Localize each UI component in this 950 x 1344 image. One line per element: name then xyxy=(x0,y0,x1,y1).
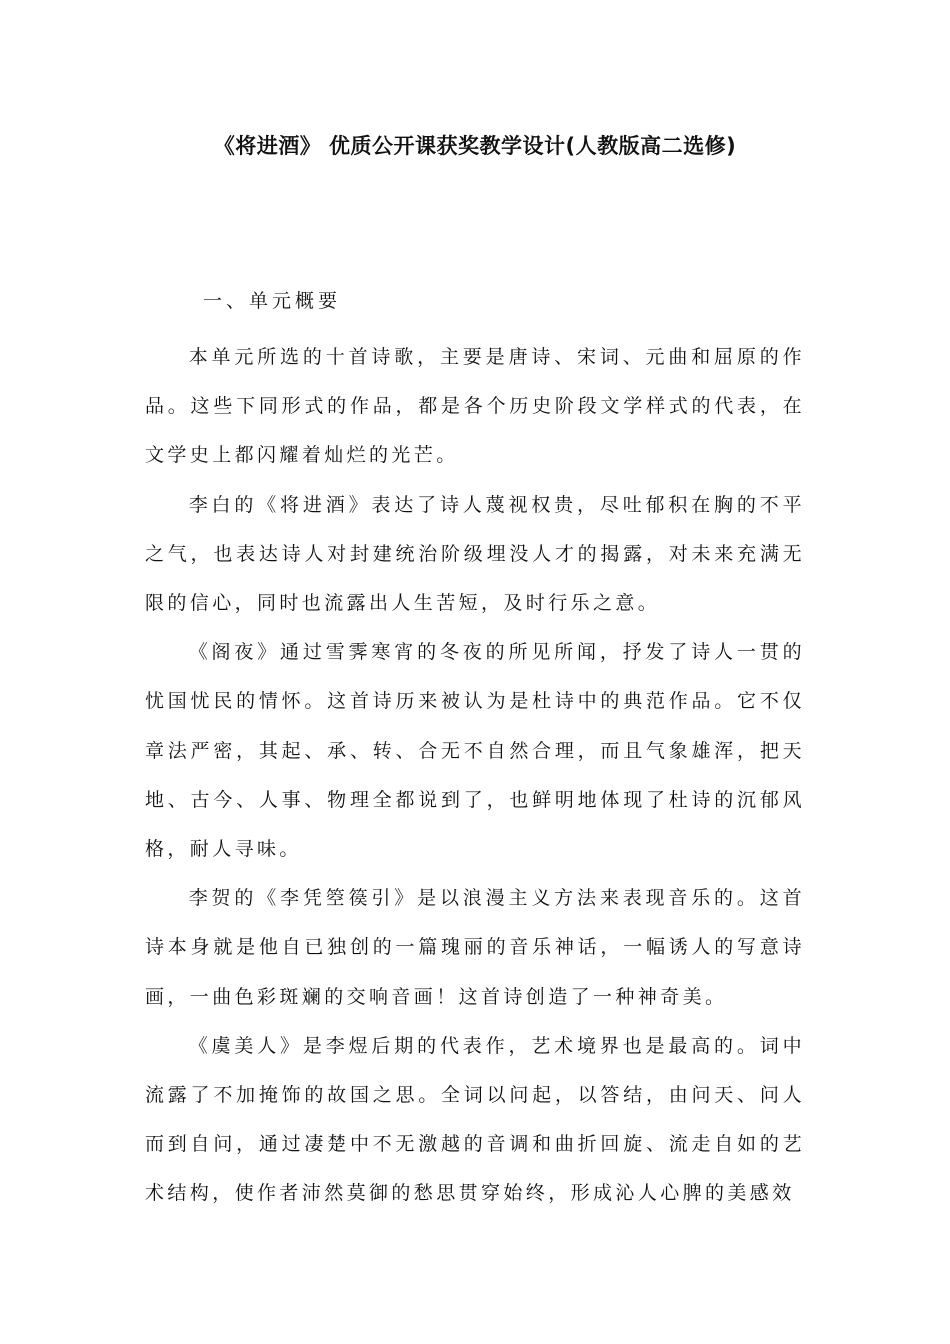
paragraph-jiang-jin-jiu: 李白的《将进酒》表达了诗人蔑视权贵，尽吐郁积在胸的不平之气，也表达诗人对封建统治阶级埋没人才的揭露，对未来充满无限的信心，同时也流露出人生苦短，及时行乐之意。 xyxy=(145,493,805,615)
paragraph-unit-overview: 本单元所选的十首诗歌，主要是唐诗、宋词、元曲和屈原的作品。这些下同形式的作品，都是各个历史阶段文学样式的代表，在文学史上都闪耀着灿烂的光芒。 xyxy=(145,346,805,467)
paragraph-yu-mei-ren: 《虞美人》是李煜后期的代表作，艺术境界也是最高的。词中流露了不加掩饰的故国之思。全词以问起，以答结，由问天、问人而到自问，通过凄楚中不无激越的音调和曲折回旋、流走自如的艺术结构，使作者沛然莫御的愁思贯穿始终，形成沁人心脾的美感效 xyxy=(145,1034,805,1205)
paragraph-li-ping-konghou-yin: 李贺的《李凭箜篌引》是以浪漫主义方法来表现音乐的。这首诗本身就是他自已独创的一篇瑰丽的音乐神话，一幅诱人的写意诗画，一曲色彩斑斓的交响音画！这首诗创造了一种神奇美。 xyxy=(145,887,805,1008)
document-title: 《将进酒》 优质公开课获奖教学设计(人教版高二选修) xyxy=(213,134,737,158)
document-body xyxy=(145,333,805,1219)
section-heading: 一、单元概要 xyxy=(203,290,342,312)
paragraph-ge-ye: 《阁夜》通过雪霁寒宵的冬夜的所见所闻，抒发了诗人一贯的忧国忧民的情怀。这首诗历来被认为是杜诗中的典范作品。它不仅章法严密，其起、承、转、合无不自然合理，而且气象雄浑，把天地、古今、人事、物理全都说到了，也鲜明地体现了杜诗的沉郁风格，耐人寻味。 xyxy=(145,641,805,861)
